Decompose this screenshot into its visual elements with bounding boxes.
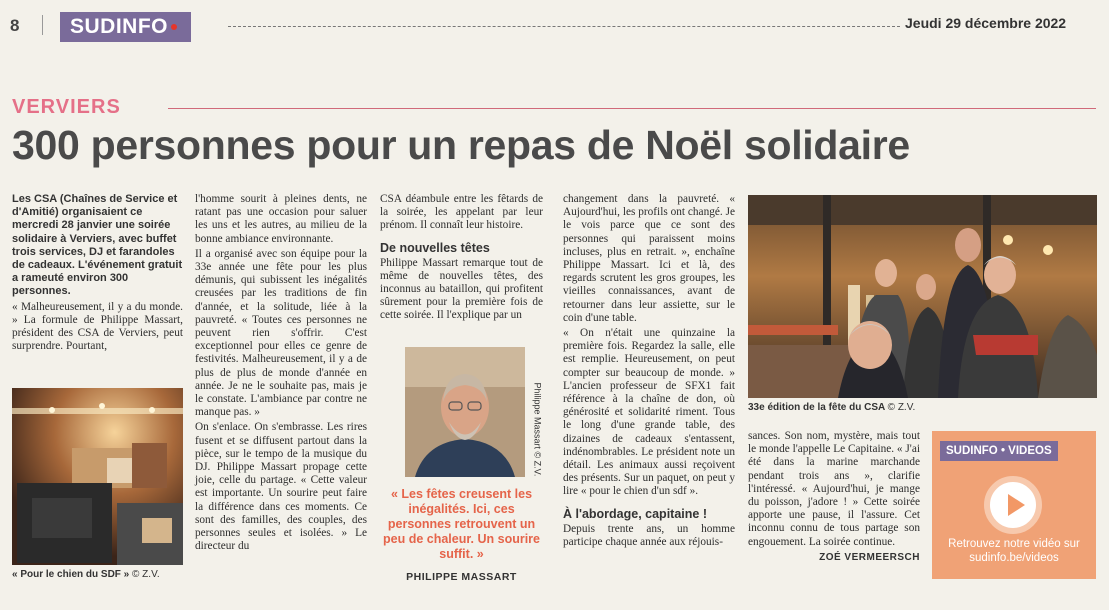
column-5 bbox=[748, 430, 920, 565]
video-promo[interactable] bbox=[932, 431, 1096, 579]
page-number: 8 bbox=[10, 16, 20, 35]
photo-group-caption: 33e édition de la fête du CSA © Z.V. bbox=[748, 402, 916, 413]
photo-gifts-caption: « Pour le chien du SDF » © Z.V. bbox=[12, 569, 160, 580]
photo-gifts bbox=[12, 388, 183, 565]
portrait-credit: Philippe Massart © Z.V. bbox=[532, 382, 543, 477]
photo-portrait bbox=[405, 347, 525, 477]
play-icon[interactable] bbox=[984, 476, 1042, 534]
body-paragraph: CSA déambule entre les fêtards de la soirée, les appelant par leur prénom. Il connaît leur histoire. bbox=[380, 193, 543, 232]
body-paragraph: On s'enlace. On s'embrasse. Les rires fusent et se diffusent partout dans la pièce, sur le tempo de la musique du DJ. Philippe Massart propage cette joie, celle du partage. « Cette valeur est importante. Un sourire peut faire la différence dans ces moments. Ce sont des familles, des couples, des personnes seules et isolées. » Le directeur du bbox=[195, 421, 367, 553]
column-3 bbox=[380, 193, 543, 325]
body-paragraph: Depuis trente ans, un homme participe chaque année aux réjouis- bbox=[563, 522, 735, 548]
body-paragraph: Il a organisé avec son équipe pour la 33e année une fête pour les plus démunis, qui subissent les inégalités creusées par les traditions de fin d'année, et la solitude, liée à la pauvreté. « Toutes ces personnes ne peuvent rien s'offrir. C'est exceptionnel pour elles ce genre de festivités. Malheureusement, il y a de plus de plus de monde d'année en année. Je ne le souhaite pas, mais je le constate. L'ambiance par contre ne manque pas. » bbox=[195, 247, 367, 419]
body-paragraph: Philippe Massart remarque tout de même de nouvelles têtes, des inconnus au bataillon, qui profitent sûrement pour la première fois de cette soirée. Il l'explique par un bbox=[380, 256, 543, 322]
body-paragraph: changement dans la pauvreté. « Aujourd'hui, les profils ont changé. Je le vois parce que ce sont des personnes qui paraissent moins incluses, plus en retrait. », enchaîne Philippe Massart. Ici et là, des regards scrutent les gros groupes, les vieilles connaissances, avant de retourner dans leur assiette, sur le coin d'une table. bbox=[563, 193, 735, 324]
column-2 bbox=[195, 193, 367, 555]
subheading: À l'abordage, capitaine ! bbox=[563, 506, 707, 521]
body-paragraph: l'homme sourit à pleines dents, ne ratant pas une occasion pour saluer les uns et les autres, au milieu de la bonne ambiance environnante. bbox=[195, 193, 367, 245]
page-number-separator bbox=[42, 15, 43, 35]
pull-quote: « Les fêtes creusent les inégalités. Ici, ces personnes retrouvent un peu de chaleur. Un sourire suffit. » bbox=[383, 487, 540, 561]
section-label: VERVIERS bbox=[12, 96, 121, 118]
issue-date: Jeudi 29 décembre 2022 bbox=[905, 15, 1067, 31]
column-1 bbox=[12, 193, 183, 355]
subheading: De nouvelles têtes bbox=[380, 240, 490, 255]
body-paragraph: « Malheureusement, il y a du monde. » La formule de Philippe Massart, président des CSA de Verviers, peut surprendre. Pourtant, bbox=[12, 300, 183, 353]
photo-group bbox=[748, 195, 1097, 398]
video-promo-text: Retrouvez notre vidéo sur sudinfo.be/videos bbox=[948, 538, 1080, 564]
video-brand-tag: SUDINFO • VIDEOS bbox=[940, 441, 1058, 461]
body-paragraph: « On n'était une quinzaine la première fois. Regardez la salle, elle est remplie. Heureusement, on peut compter sur beaucoup de monde. » L'ancien professeur de SFX1 fait référence à la chaîne de don, où générosité et solidarité riment. Tous le long d'une grande table, des dizaines de cadeaux s'entassent, indénombrables. Le président note un détail. Les animaux aussi reçoivent des présents. Sur un paquet, on peut y lire « pour le chien d'un sdf ». bbox=[563, 327, 735, 498]
header-rule bbox=[228, 26, 900, 27]
body-paragraph: sances. Son nom, mystère, mais tout le monde l'appelle Le Capitaine. « J'ai été dans la marine marchande pendant trois ans », clarifie l'intéressé. « Aujourd'hui, je mange du poisson, j'adore ! » Cette soirée apporte une pause, il l'assure. Cet inconnu connu de tous partage son engouement. La soirée continue. bbox=[748, 430, 920, 548]
brand-logo: SUDINFO bbox=[60, 12, 191, 42]
pull-quote-author: PHILIPPE MASSART bbox=[406, 571, 517, 583]
headline: 300 personnes pour un repas de Noël solidaire bbox=[12, 122, 910, 168]
page-header bbox=[0, 0, 1109, 50]
section-rule bbox=[168, 108, 1096, 109]
byline: ZOÉ VERMEERSCH bbox=[819, 551, 920, 563]
brand-dot-icon bbox=[171, 24, 177, 30]
article-lead: Les CSA (Chaînes de Service et d'Amitié) organisaient ce mercredi 28 janvier une soirée solidaire à Verviers, avec buffet trois services, DJ et farandoles de cadeaux. L'événement gratuit a rameuté environ 300 personnes. bbox=[12, 193, 183, 298]
column-4 bbox=[563, 193, 735, 551]
